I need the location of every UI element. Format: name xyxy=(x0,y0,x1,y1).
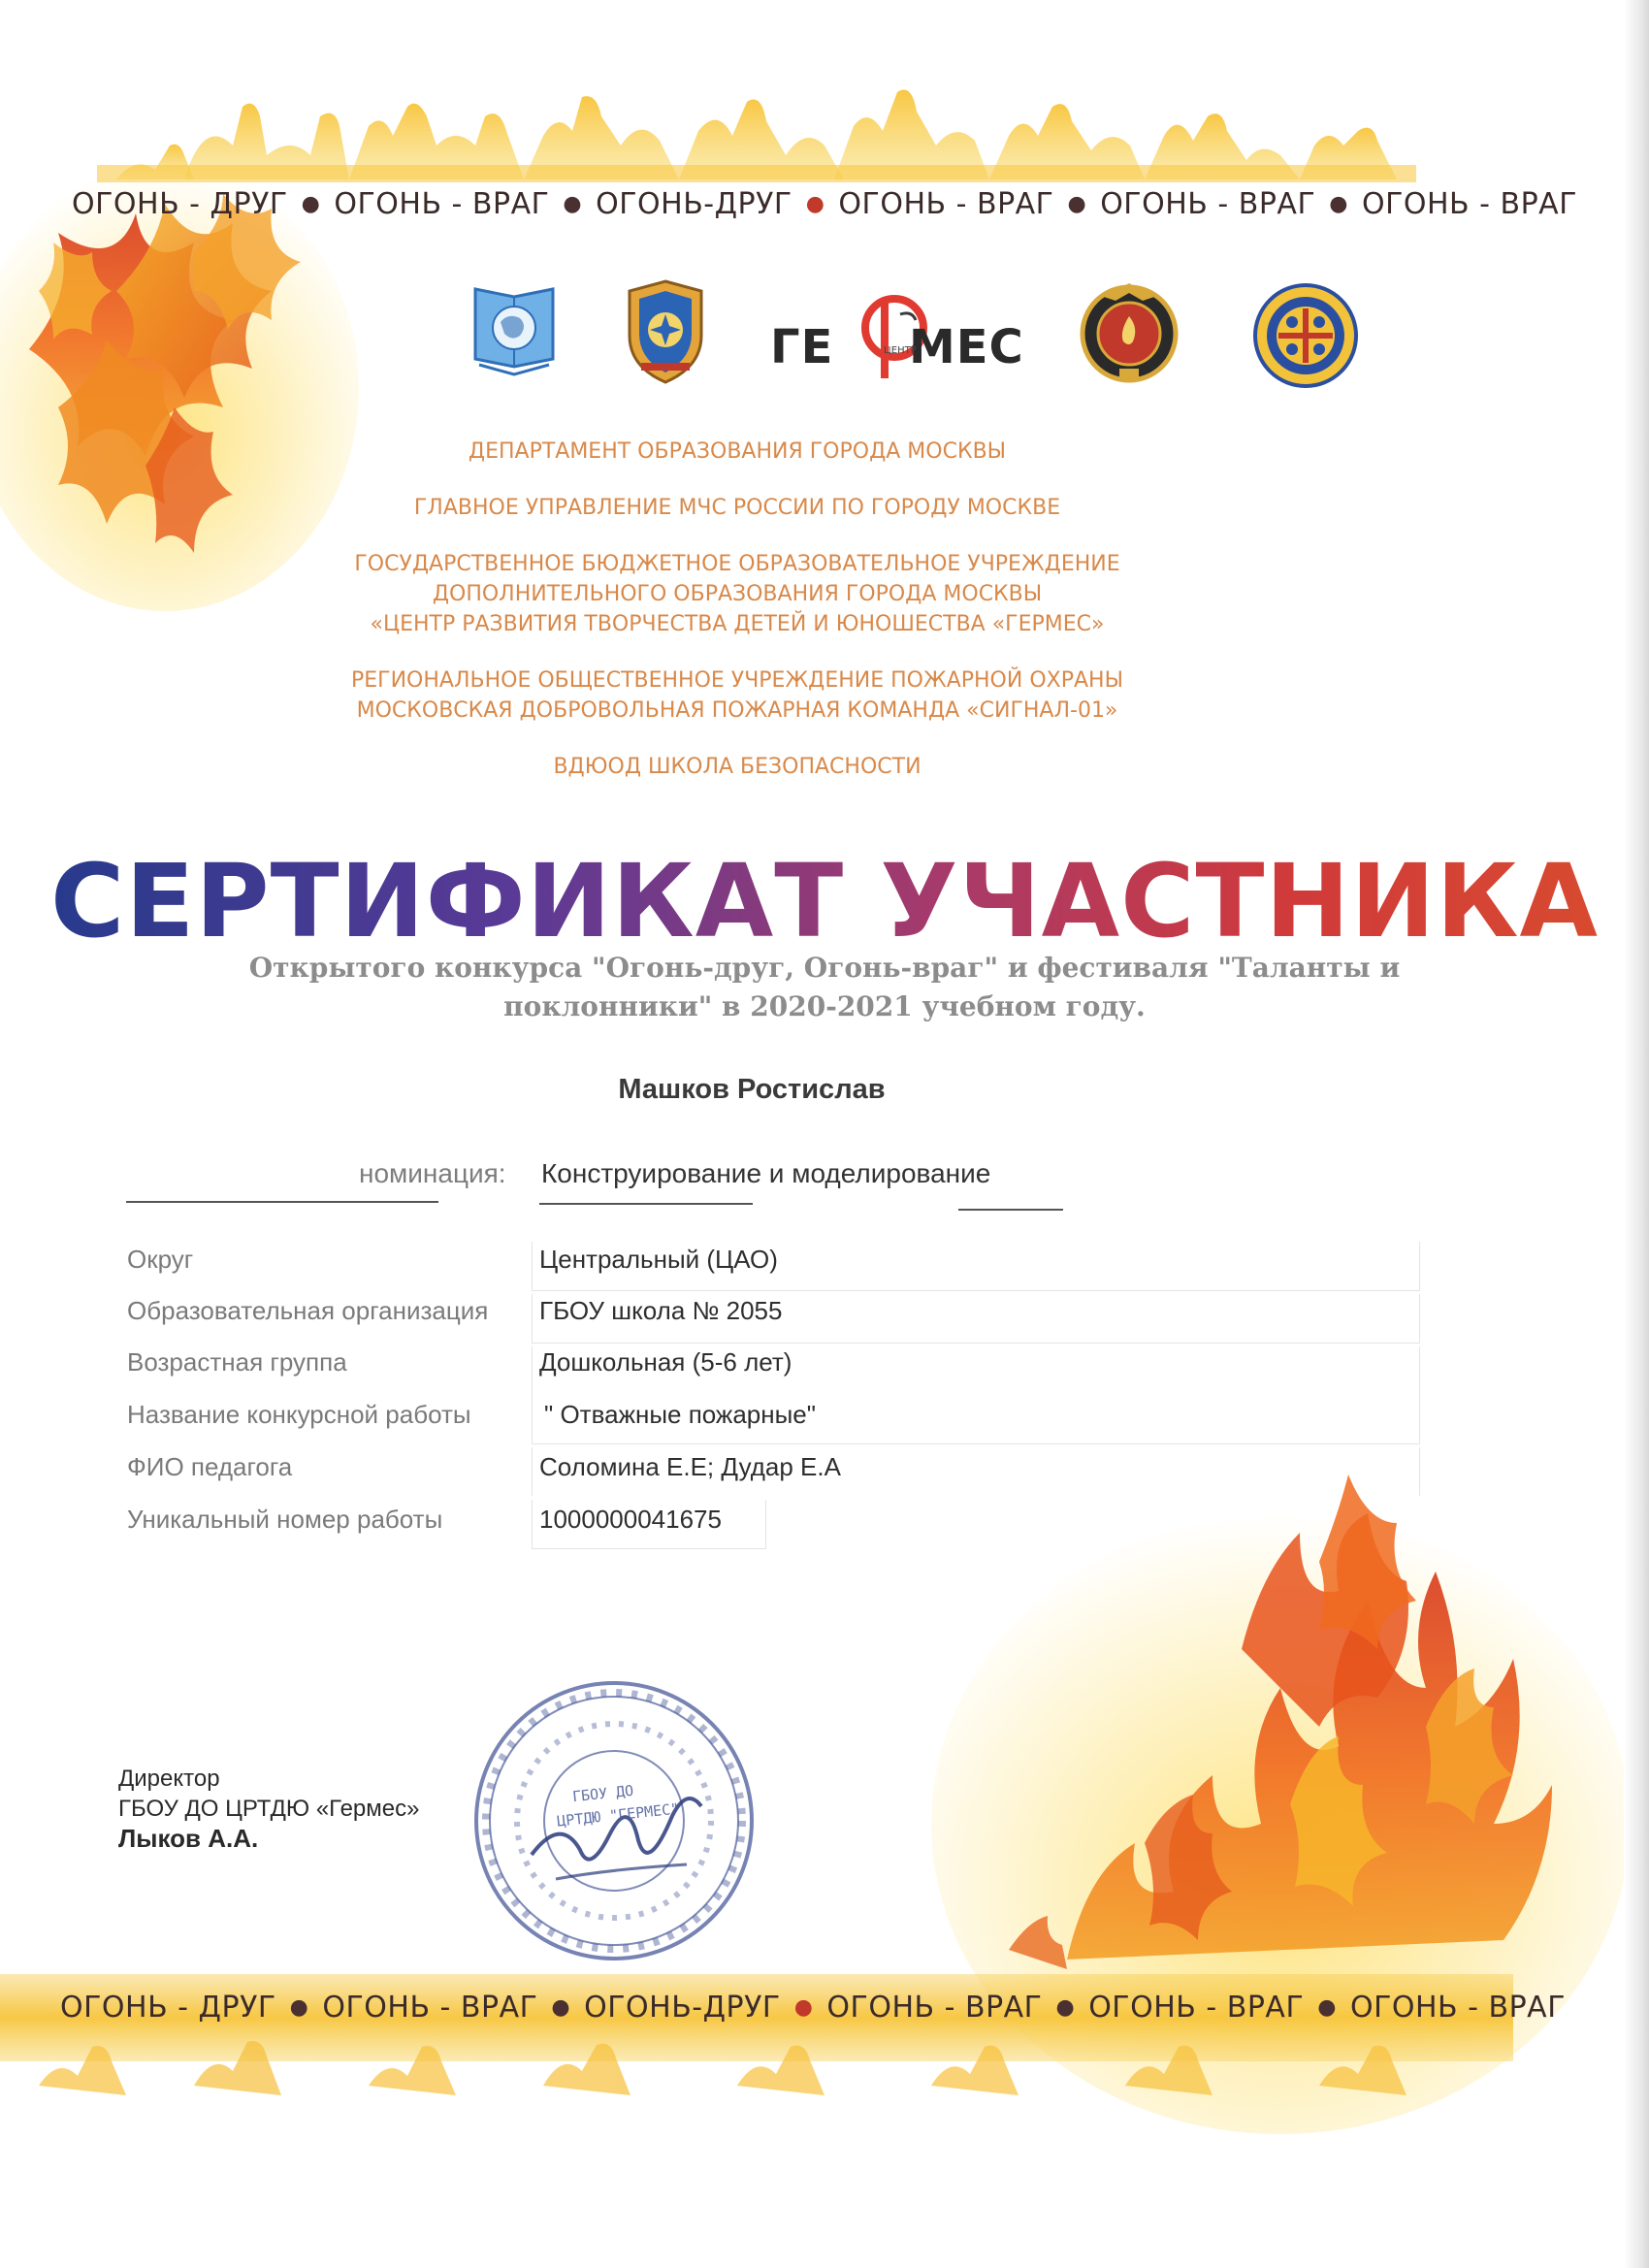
organization-name: ДЕПАРТАМЕНТ ОБРАЗОВАНИЯ ГОРОДА МОСКВЫ xyxy=(468,439,1007,464)
detail-label-work-title: Название конкурсной работы xyxy=(127,1400,471,1429)
certificate-title xyxy=(0,842,1649,960)
detail-value-work-title: " Отважные пожарные" xyxy=(544,1400,816,1429)
detail-label-organization: Образовательная организация xyxy=(127,1296,489,1325)
nomination-underline xyxy=(958,1209,1063,1211)
fire-team-emblem-icon xyxy=(1075,277,1183,386)
detail-label-unique-number: Уникальный номер работы xyxy=(127,1505,443,1534)
bullet-icon: ● xyxy=(563,192,583,216)
bullet-icon: ● xyxy=(289,1995,309,2020)
bullet-icon: ● xyxy=(1067,192,1087,216)
stamp-inner-text: ЦРТДЮ "ГЕРМЕС" xyxy=(556,1799,681,1831)
hermes-logo-text-right: МЕС xyxy=(909,320,1024,374)
education-department-logo-icon xyxy=(469,283,559,380)
organizations-list xyxy=(320,437,1154,782)
organization-name: ГЛАВНОЕ УПРАВЛЕНИЕ МЧС РОССИИ ПО ГОРОДУ МОСКВЕ xyxy=(413,496,1061,520)
slogan-item: ОГОНЬ - ВРАГ xyxy=(1100,187,1316,221)
bullet-icon: ● xyxy=(301,192,321,216)
signatory-position: Директор xyxy=(118,1766,220,1792)
detail-value-district: Центральный (ЦАО) xyxy=(539,1245,778,1274)
participant-name: Машков Ростислав xyxy=(618,1074,886,1105)
page-edge-shadow xyxy=(1624,0,1649,2268)
bullet-icon: ● xyxy=(793,1995,814,2020)
certificate-subtitle xyxy=(194,949,1455,1026)
slogan-item: ОГОНЬ - ВРАГ xyxy=(838,187,1054,221)
detail-value-age-group: Дошкольная (5-6 лет) xyxy=(539,1347,792,1377)
subtitle-line: Открытого конкурса "Огонь-друг, Огонь-враг" и фестиваля "Таланты и xyxy=(248,952,1401,984)
detail-label-district: Округ xyxy=(127,1245,194,1274)
slogan-item: ОГОНЬ - ВРАГ xyxy=(322,1991,538,2025)
school-of-safety-emblem-icon xyxy=(1251,281,1360,390)
subtitle-line: поклонники" в 2020-2021 учебном году. xyxy=(503,990,1146,1022)
hermes-logo-text-left: ГЕ xyxy=(770,320,834,374)
slogan-item: ОГОНЬ - ДРУГ xyxy=(71,187,288,221)
bottom-slogan-banner xyxy=(0,1991,1637,2025)
nomination-underline xyxy=(126,1201,438,1203)
partner-logos xyxy=(466,281,1377,398)
nomination-value: Конструирование и моделирование xyxy=(541,1158,991,1188)
hermes-logo-small-text: ЦЕНТР xyxy=(884,345,917,356)
slogan-item: ОГОНЬ - ВРАГ xyxy=(826,1991,1043,2025)
top-slogan-banner xyxy=(0,187,1649,221)
official-stamp xyxy=(464,1670,764,1975)
slogan-item: ОГОНЬ - ВРАГ xyxy=(1088,1991,1305,2025)
mchs-emblem-icon xyxy=(624,277,707,386)
bullet-icon: ● xyxy=(1329,192,1348,216)
slogan-item: ОГОНЬ - ДРУГ xyxy=(59,1991,276,2025)
hermes-logo-icon xyxy=(770,285,1032,382)
organization-name: ВДЮОД ШКОЛА БЕЗОПАСНОСТИ xyxy=(553,755,922,779)
organization-name: РЕГИОНАЛЬНОЕ ОБЩЕСТВЕННОЕ УЧРЕЖДЕНИЕ ПОЖАРНОЙ ОХРАНЫ МОСКОВСКАЯ ДОБРОВОЛЬНАЯ ПОЖАРНАЯ КОМАНДА «СИГНАЛ-01» xyxy=(351,668,1123,723)
detail-value-unique-number: 1000000041675 xyxy=(539,1505,722,1534)
slogan-item: ОГОНЬ - ВРАГ xyxy=(334,187,550,221)
detail-value-organization: ГБОУ школа № 2055 xyxy=(539,1296,783,1325)
signatory-name: Лыков А.А. xyxy=(118,1824,259,1853)
signature-block xyxy=(118,1764,419,1854)
certificate-title-text: СЕРТИФИКАТ УЧАСТНИКА xyxy=(50,842,1599,960)
slogan-item: ОГОНЬ - ВРАГ xyxy=(1361,187,1578,221)
nomination-underline xyxy=(539,1203,753,1205)
bullet-icon: ● xyxy=(1317,1995,1337,2020)
bullet-icon: ● xyxy=(1055,1995,1076,2020)
slogan-item: ОГОНЬ-ДРУГ xyxy=(584,1991,781,2025)
signatory-organization: ГБОУ ДО ЦРТДЮ «Гермес» xyxy=(118,1796,420,1822)
detail-label-age-group: Возрастная группа xyxy=(127,1347,347,1377)
organization-name: ГОСУДАРСТВЕННОЕ БЮДЖЕТНОЕ ОБРАЗОВАТЕЛЬНОЕ УЧРЕЖДЕНИЕ ДОПОЛНИТЕЛЬНОГО ОБРАЗОВАНИЯ ГОРОДА МОСКВЫ «ЦЕНТР РАЗВИТИЯ ТВОРЧЕСТВА ДЕТЕЙ И ЮНОШЕСТВА «ГЕРМЕС» xyxy=(354,552,1120,636)
bullet-icon: ● xyxy=(551,1995,571,2020)
slogan-item: ОГОНЬ - ВРАГ xyxy=(1349,1991,1567,2025)
slogan-item: ОГОНЬ-ДРУГ xyxy=(596,187,792,221)
stamp-inner-text: ГБОУ ДО xyxy=(571,1781,634,1806)
bullet-icon: ● xyxy=(805,192,825,216)
detail-value-teacher: Соломина Е.Е; Дудар Е.А xyxy=(539,1452,841,1481)
nomination-label: номинация: xyxy=(359,1158,506,1188)
detail-label-teacher: ФИО педагога xyxy=(127,1452,293,1481)
